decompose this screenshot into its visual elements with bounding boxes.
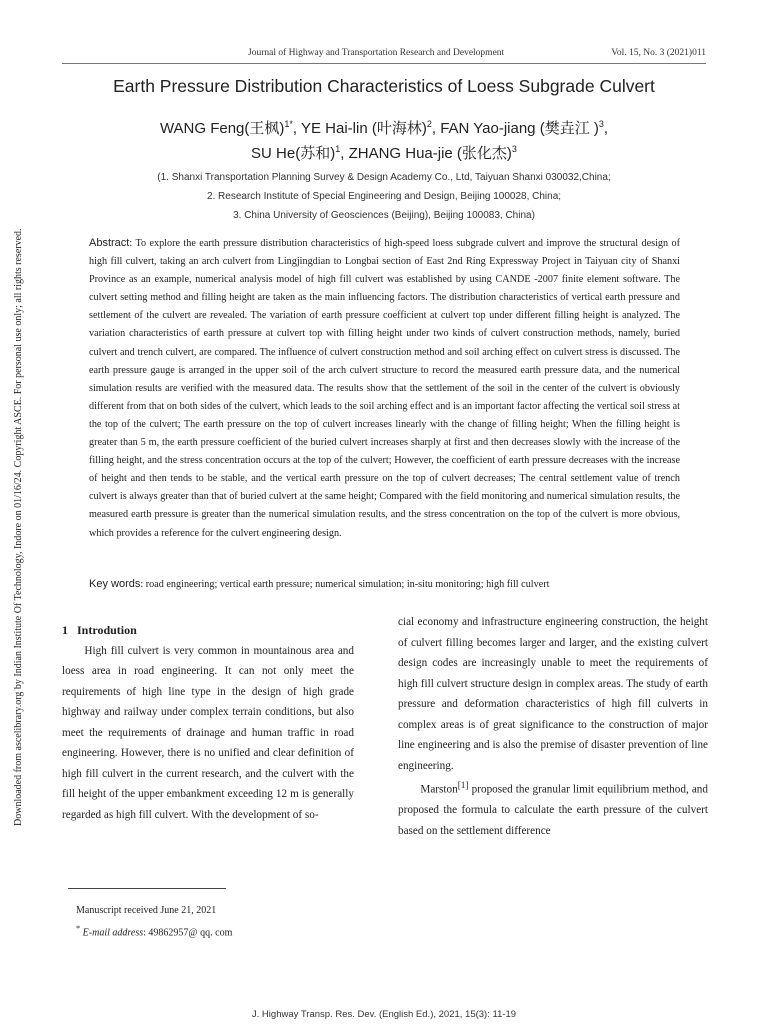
body-column-left [62,620,354,825]
affiliation-2: 2. Research Institute of Special Engineering and Design, Beijing 100028, China; [206,191,562,202]
body-paragraph-text: proposed the granular limit equilibrium method, and proposed the formula to calculate the earth pressure of the culvert based on the settlement difference [398,783,708,837]
keywords-text: road engineering; vertical earth pressure; numerical simulation; in-situ monitoring; high fill culvert [145,579,550,590]
author-name: , ZHANG Hua-jie (张化杰) [340,145,512,162]
author-separator: , [603,120,609,137]
email-label: E-mail address [82,927,144,939]
journal-name: Journal of Highway and Transportation Research and Development [248,48,505,58]
abstract [89,234,680,543]
affiliation-3: 3. China University of Geosciences (Beijing), Beijing 100083, China) [233,210,535,221]
email-address: 49862957@ qq. com [148,927,233,939]
email-colon: : [143,927,149,939]
volume-info: Vol. 15, No. 3 (2021)011 [611,48,706,58]
body-paragraph-continued: cial economy and infrastructure engineering construction, the height of culvert filling becomes larger and larger, and the existing culvert design codes are increasingly unable to meet the requirements of high fill culvert structure design in complex areas. The study of earth pressure and deformation characteristics of high fill culverts in complex areas is of great significance to the construction of major line engineering and is also the premise of disaster prevention of line engineering. [398,616,708,772]
body-paragraph [398,776,708,841]
download-notice: Downloaded from ascelibrary.org by Indian Institute Of Technology, Indore on 01/16/24. Copyright ASCE. For personal use only; all rights reserved. [13,228,24,826]
author-affil-mark: 2 [426,119,432,129]
affiliations [62,168,706,225]
abstract-text: To explore the earth pressure distribution characteristics of high-speed loess subgrade culvert and improve the structural design of high fill culvert, taking an arch culvert from Lingjingdian to Longbai section of East 2nd Ring Expressway Project in Taiyuan city of Shanxi Province as an example, numerical analysis model of high fill culvert was established by using CANDE -2007 finite element software. The culvert setting method and filling height are taken as the main influencing factors. The distribution characteristics of vertical earth pressure and settlement of the culvert are revealed. The variation of earth pressure coefficient at culvert top under different filling height is analyzed. The variation characteristics of earth pressure at culvert top with filling height under two kinds of culvert construction methods, namely, buried culvert and trench culvert, are compared. The influence of culvert construction method and soil arching effect on culvert stress is discussed. The earth pressure gauge is arranged in the upper soil of the arch culvert structure to record the measured earth pressure data, and the numerical simulation results are verified with the measured data. The results show that the settlement of the soil in the center of the culvert is obviously different from that on both sides of the culvert, which leads to the soil arching effect and is an important factor affecting the vertical soil stress at the top of the culvert; The earth pressure on the top of culvert increases linearly with the change of filling height; When the filling height is greater than 5 m, the earth pressure coefficient of the buried culvert increases sharply at first and then decreases slowly with the increase of the filling height, and the stress concentration occurs at the top of the culvert; However, the coefficient of earth pressure decreases with the increase of height and then tends to be stable, and the vertical earth pressure on the top of culvert decreases; The central settlement value of trench culvert is always greater than that of buried culvert at the same height; Compared with the field monitoring and numerical simulation results, the measured earth pressure is greater than the numerical simulation results, and the stress concentration on the top of the culvert is more obvious, which provides a reference for the culvert engineering design. [89,238,680,539]
author-name: , YE Hai-lin (叶海林) [292,120,427,137]
cited-author: Marston [420,783,458,796]
section-heading [62,620,354,641]
author-email [76,920,376,942]
footnotes [76,902,376,942]
keywords-label: Key words [89,578,141,590]
affiliation-1: (1. Shanxi Transportation Planning Survey & Design Academy Co., Ltd, Taiyuan Shanxi 030032,China; [157,172,611,183]
paper-title: Earth Pressure Distribution Characteristics of Loess Subgrade Culvert [113,76,655,96]
author-name: SU He(苏和) [251,145,336,162]
abstract-colon: : [129,238,136,249]
download-notice-margin [0,0,24,1024]
footnote-rule [68,888,226,889]
corresponding-mark: * [76,924,81,933]
keywords [89,576,680,593]
body-paragraph: High fill culvert is very common in mountainous area and loess area in road engineering. It can not only meet the requirements of high line type in the design of high grade highway and railway under complex terrain conditions, but also meet the requirements of drainage and human traffic in road engineering. However, there is no unified and clear definition of high fill culvert in the current research, and the culvert with the fill height of the upper embankment exceeding 12 m is generally regarded as high fill culvert. With the development of so- [62,644,354,821]
abstract-label: Abstract [89,237,130,249]
author-affil-mark: 1 [335,144,341,154]
header-rule [62,63,706,64]
author-line-1 [62,114,706,139]
author-affil-mark: 1* [284,119,293,129]
author-name: WANG Feng(王枫) [159,120,285,137]
section-title: Introdution [77,623,137,637]
body-column-right [398,612,708,841]
author-line-2 [62,139,706,164]
section-number: 1 [62,623,68,637]
citation-link[interactable]: [1] [457,781,469,791]
manuscript-received: Manuscript received June 21, 2021 [76,905,217,916]
page-footer: J. Highway Transp. Res. Dev. (English Ed.), 2021, 15(3): 11-19 [251,1009,517,1020]
author-affil-mark: 3 [511,144,517,154]
author-name: , FAN Yao-jiang (樊垚江 ) [431,120,599,137]
keywords-colon: : [140,579,146,590]
running-head [0,48,768,62]
author-list [62,114,706,164]
author-affil-mark: 3 [598,119,604,129]
